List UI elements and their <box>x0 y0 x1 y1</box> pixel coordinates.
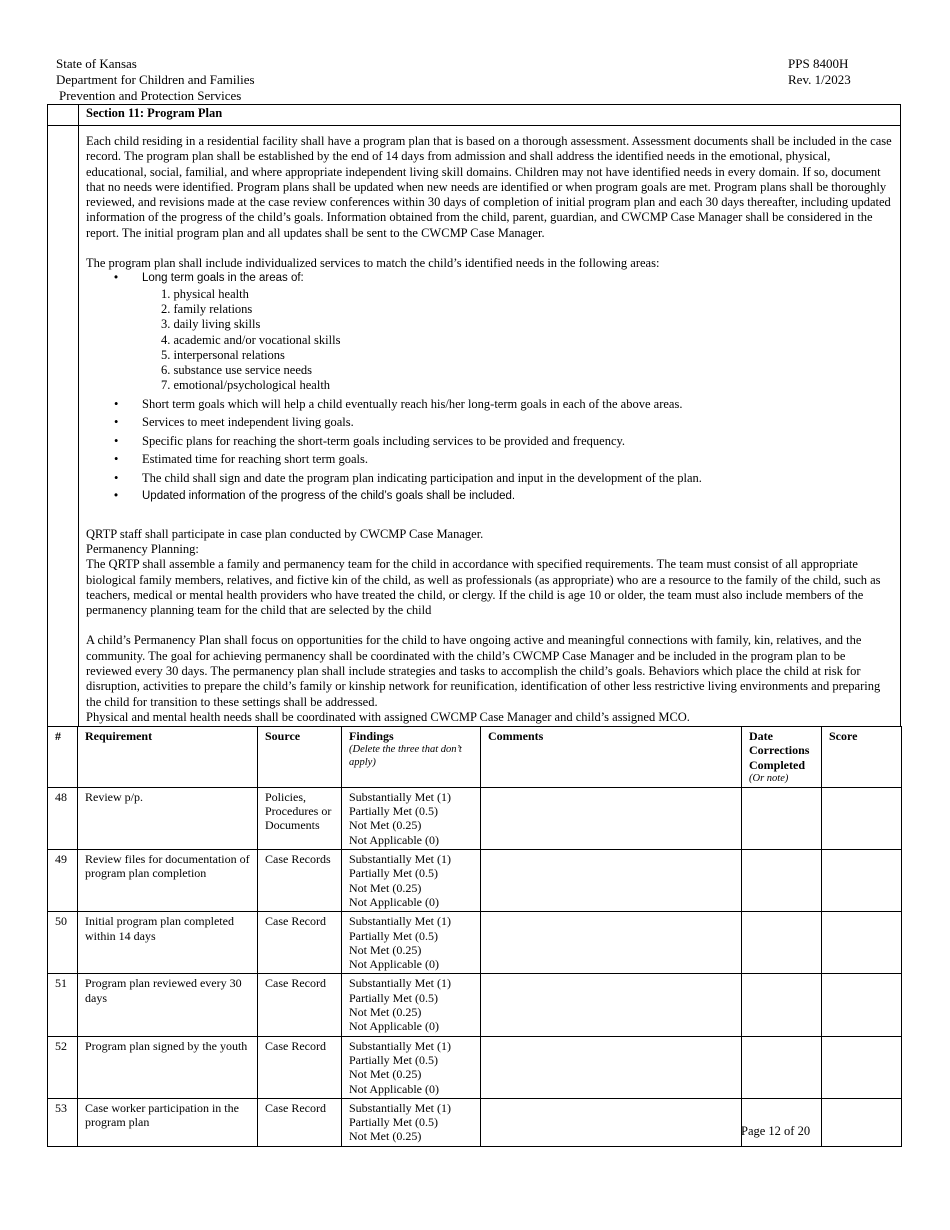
row-comments[interactable] <box>481 912 742 974</box>
row-requirement: Initial program plan completed within 14 days <box>78 912 258 974</box>
section-title: Section 11: Program Plan <box>86 106 223 120</box>
plan-bullet: • The child shall sign and date the program plan indicating participation and input in the development of the plan. <box>86 471 894 486</box>
row-score[interactable] <box>822 1098 902 1146</box>
row-number: 50 <box>48 912 78 974</box>
permanency-team-paragraph: The QRTP shall assemble a family and permanency team for the child in accordance with specified requirements. The team must consist of all appropriate biological family members, relatives, and fictive kin of the child, as well as professionals (as appropriate) who are a resource to the family of the child, such as teachers, medical or mental health providers who have treated the child, or clergy. If the child is age 10 or older, the team must also include members of the permanency planning team for the child that are selected by the child <box>86 557 881 618</box>
requirements-table <box>47 726 902 1147</box>
row-requirement: Review files for documentation of program plan completion <box>78 850 258 912</box>
row-findings[interactable] <box>342 912 481 974</box>
long-term-item: 1. physical health <box>161 286 249 301</box>
row-source: Policies, Procedures or Documents <box>258 787 342 849</box>
header-date-corrections: Date Corrections Completed (Or note) <box>742 727 822 788</box>
row-date-corrections[interactable] <box>742 974 822 1036</box>
table-header-row <box>48 727 902 788</box>
row-comments[interactable] <box>481 1036 742 1098</box>
finding-not-applicable: Not Applicable (0) <box>349 1019 439 1034</box>
row-findings[interactable] <box>342 850 481 912</box>
long-term-item: 2. family relations <box>161 301 253 316</box>
table-row <box>48 850 902 912</box>
row-source: Case Record <box>258 974 342 1036</box>
permanency-heading: Permanency Planning: <box>86 541 199 556</box>
long-term-goals-bullet: • Long term goals in the areas of: <box>86 271 894 286</box>
row-comments[interactable] <box>481 1098 742 1146</box>
date-note: (Or note) <box>749 772 789 784</box>
row-score[interactable] <box>822 974 902 1036</box>
plan-bullet: • Services to meet independent living goals. <box>86 415 894 430</box>
section-content <box>86 134 894 725</box>
plan-bullet: • Specific plans for reaching the short-term goals including services to be provided and frequency. <box>86 434 894 449</box>
row-date-corrections[interactable] <box>742 912 822 974</box>
row-source: Case Record <box>258 912 342 974</box>
long-term-item: 3. daily living skills <box>161 317 261 332</box>
long-term-item: 4. academic and/or vocational skills <box>161 332 341 347</box>
row-findings[interactable] <box>342 787 481 849</box>
table-row <box>48 912 902 974</box>
row-date-corrections[interactable] <box>742 850 822 912</box>
header-requirement: Requirement <box>78 727 258 788</box>
header-source: Source <box>258 727 342 788</box>
row-requirement: Review p/p. <box>78 787 258 849</box>
permanency-plan-paragraph: A child’s Permanency Plan shall focus on opportunities for the child to have ongoing active and meaningful connections with family, kin, relatives, and the community. The goal for achieving permanency shall be coordinated with the child’s CWCMP Case Manager and be included in the program plan to be reviewed every 30 days. The permanency plan shall include strategies and tasks to accomplish the child’s goals. Behaviors which place the child at risk for disruption, activities to prepare the child’s family or kinship network for reunification, identification of other less restrictive living environments and preparing the child for transition to these settings shall be addressed. <box>86 633 881 709</box>
row-number: 53 <box>48 1098 78 1146</box>
row-requirement: Program plan reviewed every 30 days <box>78 974 258 1036</box>
health-needs-line: Physical and mental health needs shall be coordinated with assigned CWCMP Case Manager and child’s assigned MCO. <box>86 709 690 724</box>
row-number: 52 <box>48 1036 78 1098</box>
plan-bullet: • Estimated time for reaching short term goals. <box>86 452 894 467</box>
header-form-number: PPS 8400H <box>788 56 849 71</box>
finding-not-met: Not Met (0.25) <box>349 818 422 833</box>
finding-not-met: Not Met (0.25) <box>349 1005 422 1020</box>
long-term-item: 6. substance use service needs <box>161 363 312 378</box>
header-number: # <box>48 727 78 788</box>
finding-partially-met: Partially Met (0.5) <box>349 1115 438 1130</box>
finding-substantially-met: Substantially Met (1) <box>349 789 451 804</box>
row-date-corrections[interactable] <box>742 1036 822 1098</box>
intro-paragraph: Each child residing in a residential facility shall have a program plan that is based on a thorough assessment. Assessment documents shall be included in the case record. The program plan shall be established by the end of 14 days from admission and shall address the identified needs in the emotional, physical, educational, social, familial, and where appropriate independent living skill domains. Children may not have identified needs in every domain. If so, document that no needs were identified. Program plans shall be updated when new needs are identified or when program goals are met. Program plans shall be thoroughly reviewed, and revisions made at the case review conferences within 30 days of completion of initial program plan and each 30 days thereafter, including updated information of the progress of the child’s goals. Information obtained from the child, parent, guardian, and CWCMP Case Manager shall be considered in the report. The initial program plan and all updates shall be sent to the CWCMP Case Manager. <box>86 134 892 240</box>
finding-partially-met: Partially Met (0.5) <box>349 1052 438 1067</box>
long-term-item: 7. emotional/psychological health <box>161 378 331 393</box>
row-requirement: Case worker participation in the program plan <box>78 1098 258 1146</box>
finding-not-met: Not Met (0.25) <box>349 1129 422 1144</box>
finding-substantially-met: Substantially Met (1) <box>349 1100 451 1115</box>
plan-bullet: • Short term goals which will help a child eventually reach his/her long-term goals in each of the above areas. <box>86 397 894 412</box>
header-department: Department for Children and Families <box>56 72 255 87</box>
header-division: Prevention and Protection Services <box>59 88 242 103</box>
finding-not-applicable: Not Applicable (0) <box>349 894 439 909</box>
section-body <box>47 125 901 727</box>
table-row <box>48 787 902 849</box>
row-findings[interactable] <box>342 974 481 1036</box>
finding-substantially-met: Substantially Met (1) <box>349 852 451 867</box>
long-term-item: 5. interpersonal relations <box>161 347 285 362</box>
table-row <box>48 1036 902 1098</box>
row-date-corrections[interactable] <box>742 787 822 849</box>
row-score[interactable] <box>822 850 902 912</box>
row-number: 49 <box>48 850 78 912</box>
row-requirement: Program plan signed by the youth <box>78 1036 258 1098</box>
section-title-row <box>47 104 901 126</box>
finding-partially-met: Partially Met (0.5) <box>349 928 438 943</box>
finding-partially-met: Partially Met (0.5) <box>349 804 438 819</box>
page-number: Page 12 of 20 <box>741 1124 811 1138</box>
table-row <box>48 974 902 1036</box>
finding-not-met: Not Met (0.25) <box>349 1067 422 1082</box>
finding-not-applicable: Not Applicable (0) <box>349 832 439 847</box>
finding-not-met: Not Met (0.25) <box>349 880 422 895</box>
row-source: Case Records <box>258 850 342 912</box>
finding-partially-met: Partially Met (0.5) <box>349 866 438 881</box>
finding-not-applicable: Not Applicable (0) <box>349 1081 439 1096</box>
header-comments: Comments <box>481 727 742 788</box>
row-comments[interactable] <box>481 787 742 849</box>
header-revision: Rev. 1/2023 <box>788 72 851 87</box>
header-findings: Findings (Delete the three that don’t apply) <box>342 727 481 788</box>
header-form-id <box>788 56 851 88</box>
row-findings[interactable] <box>342 1036 481 1098</box>
row-comments[interactable] <box>481 974 742 1036</box>
finding-substantially-met: Substantially Met (1) <box>349 1038 451 1053</box>
finding-partially-met: Partially Met (0.5) <box>349 990 438 1005</box>
finding-not-applicable: Not Applicable (0) <box>349 957 439 972</box>
header-score: Score <box>822 727 902 788</box>
row-number: 48 <box>48 787 78 849</box>
finding-not-met: Not Met (0.25) <box>349 942 422 957</box>
row-comments[interactable] <box>481 850 742 912</box>
row-findings[interactable] <box>342 1098 481 1146</box>
row-score[interactable] <box>822 1036 902 1098</box>
finding-substantially-met: Substantially Met (1) <box>349 976 451 991</box>
areas-intro: The program plan shall include individualized services to match the child’s identified needs in the following areas: <box>86 256 660 271</box>
row-date-corrections[interactable] <box>742 1098 822 1146</box>
row-number: 51 <box>48 974 78 1036</box>
row-score[interactable] <box>822 912 902 974</box>
row-source: Case Record <box>258 1036 342 1098</box>
findings-note: (Delete the three that don’t apply) <box>349 744 462 769</box>
plan-bullet: • Updated information of the progress of the child’s goals shall be included. <box>86 489 894 504</box>
header-state: State of Kansas <box>56 56 137 71</box>
qrtp-line: QRTP staff shall participate in case plan conducted by CWCMP Case Manager. <box>86 526 484 541</box>
row-score[interactable] <box>822 787 902 849</box>
table-row <box>48 1098 902 1146</box>
finding-substantially-met: Substantially Met (1) <box>349 914 451 929</box>
header-agency <box>56 56 255 104</box>
row-source: Case Record <box>258 1098 342 1146</box>
